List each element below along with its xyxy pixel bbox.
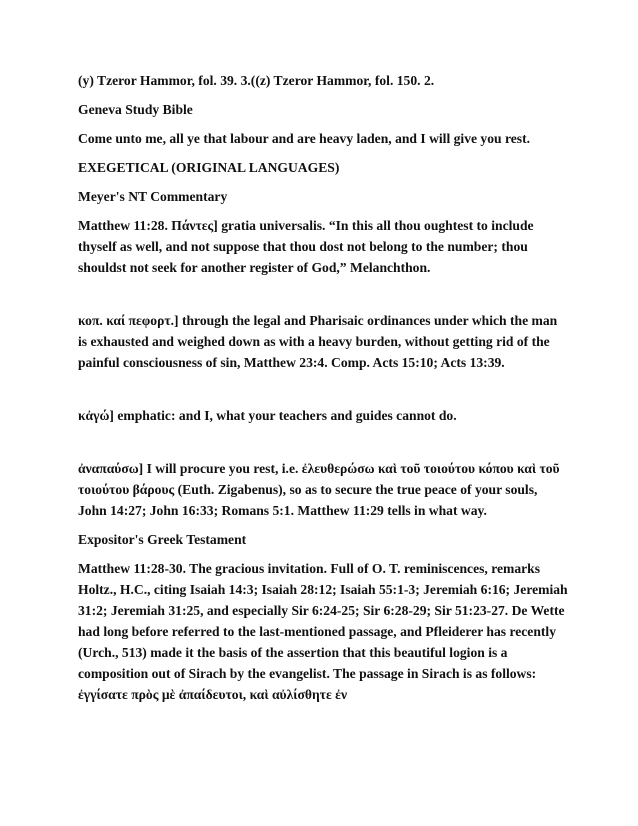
section-heading-exegetical: EXEGETICAL (ORIGINAL LANGUAGES) bbox=[78, 160, 340, 175]
paragraph-spacer bbox=[78, 381, 568, 405]
commentary-paragraph: ἀναπαύσω] I will procure you rest, i.e. ἐλευθερώσω καὶ τοῦ τοιούτου κόπου καὶ τοῦ τοιούτου βάρους (Euth. Zigabenus), so as to secure the true peace of your souls, John 14:27; John 16:33; Romans 5:1. Matthew 11:29 tells in what way. bbox=[78, 461, 560, 518]
commentary-paragraph: κοπ. καί πεφορτ.] through the legal and Pharisaic ordinances under which the man is exhausted and weighed down as with a heavy burden, without getting rid of the painful consciousness of sin, Matthew 23:4. Comp. Acts 15:10; Acts 13:39. bbox=[78, 313, 558, 370]
paragraph-spacer bbox=[78, 434, 568, 458]
section-heading-meyer: Meyer's NT Commentary bbox=[78, 189, 228, 204]
section-heading-expositor: Expositor's Greek Testament bbox=[78, 532, 247, 547]
commentary-paragraph: κἀγώ] emphatic: and I, what your teachers and guides cannot do. bbox=[78, 408, 457, 423]
verse-text: Come unto me, all ye that labour and are heavy laden, and I will give you rest. bbox=[78, 131, 531, 146]
footnote-reference: (y) Tzeror Hammor, fol. 39. 3.((z) Tzeror Hammor, fol. 150. 2. bbox=[78, 73, 435, 88]
paragraph-spacer bbox=[78, 286, 568, 310]
section-heading-geneva: Geneva Study Bible bbox=[78, 102, 193, 117]
commentary-paragraph: Matthew 11:28-30. The gracious invitation. Full of O. T. reminiscences, remarks Holtz., H.C., citing Isaiah 14:3; Isaiah 28:12; Isaiah 55:1-3; Jeremiah 6:16; Jeremiah 31:2; Jeremiah 31:25, and especially Sir 6:24-25; Sir 6:28-29; Sir 51:23-27. De Wette had long before referred to the last-mentioned passage, and Pfleiderer has recently (Urch., 513) made it the basis of the assertion that this beautiful logion is a composition out of Sirach by the evangelist. The passage in Sirach is as follows: ἐγγίσατε πρὸς μὲ ἀπαίδευτοι, καὶ αὐλίσθητε ἐν bbox=[78, 561, 568, 702]
document-page bbox=[78, 70, 568, 713]
commentary-paragraph: Matthew 11:28. Πάντες] gratia universalis. “In this all thou oughtest to include thyself as well, and not suppose that thou dost not belong to the number; thou shouldst not seek for another register of God,” Melanchthon. bbox=[78, 218, 534, 275]
